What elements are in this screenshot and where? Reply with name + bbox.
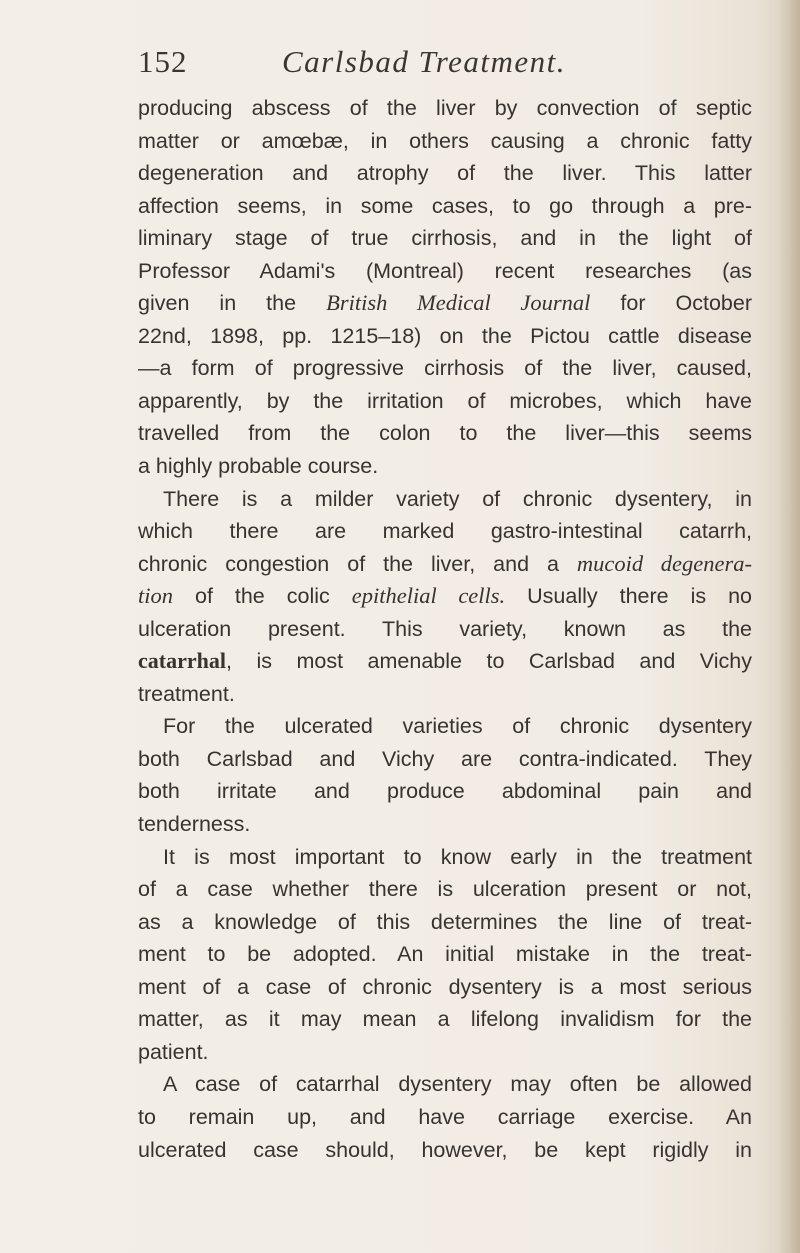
text-line: travelled from the colon to the liver—this seems (138, 421, 752, 446)
text-line: 22nd, 1898, pp. 1215–18) on the Pictou cattle disease (138, 323, 752, 348)
running-title: Carlsbad Treatment. (282, 44, 566, 79)
text-line: as a knowledge of this determines the line of treat- (138, 909, 752, 934)
text-line: tenderness. (138, 812, 251, 837)
italic-term: mucoid degenera- (576, 550, 752, 576)
text-line: degeneration and atrophy of the liver. This latter (138, 161, 752, 186)
text-line: liminary stage of true cirrhosis, and in the light of (138, 226, 752, 251)
text-line (138, 548, 752, 581)
body-text (138, 92, 752, 1166)
paragraph-start-line: There is a milder variety of chronic dysentery, in (163, 486, 752, 511)
text-line: —a form of progressive cirrhosis of the liver, caused, (138, 356, 752, 381)
page-number: 152 (138, 44, 188, 79)
text-line: a highly probable course. (138, 454, 379, 479)
text-line: treatment. (138, 681, 235, 706)
text-line: ment of a case of chronic dysentery is a most serious (138, 974, 752, 999)
text-line: to remain up, and have carriage exercise. An (138, 1104, 752, 1129)
text-run: Usually there is no (505, 584, 752, 609)
text-run: of the colic (173, 584, 352, 609)
journal-title-italic: British Medical Journal (326, 290, 591, 316)
page-edge-shadow (778, 0, 800, 1253)
text-line: of a case whether there is ulceration present or not, (138, 877, 752, 902)
text-line (138, 287, 752, 320)
text-run: given in the (138, 291, 327, 316)
text-line: ulceration present. This variety, known as the (138, 616, 752, 641)
text-line (138, 580, 752, 613)
paragraph-start-line: A case of catarrhal dysentery may often be allowed (163, 1072, 752, 1097)
text-line: ulcerated case should, however, be kept rigidly in (138, 1137, 752, 1162)
italic-term: epithelial cells. (351, 583, 506, 609)
text-line: ment to be adopted. An initial mistake in the treat- (138, 942, 752, 967)
italic-term: tion (138, 583, 174, 609)
text-line: patient. (138, 1039, 209, 1064)
paragraph-start-line: For the ulcerated varieties of chronic dysentery (163, 714, 752, 739)
page-header (138, 44, 698, 84)
text-line: apparently, by the irritation of microbes, which have (138, 388, 752, 413)
bold-term: catarrhal (138, 648, 226, 674)
text-line (138, 645, 752, 678)
text-run: , is most amenable to Carlsbad and Vichy (225, 649, 752, 674)
paragraph-start-line: It is most important to know early in the treatment (163, 844, 752, 869)
text-line: affection seems, in some cases, to go through a pre- (138, 193, 752, 218)
text-run: for October (590, 291, 752, 316)
text-line: producing abscess of the liver by convection of septic (138, 96, 752, 120)
text-line: both irritate and produce abdominal pain and (138, 779, 752, 804)
text-line: matter or amœbæ, in others causing a chronic fatty (138, 128, 752, 153)
text-line: which there are marked gastro-intestinal catarrh, (138, 519, 752, 544)
text-line: both Carlsbad and Vichy are contra-indicated. They (138, 746, 752, 771)
text-run: chronic congestion of the liver, and a (138, 551, 577, 576)
text-line: matter, as it may mean a lifelong invalidism for the (138, 1007, 752, 1032)
text-line: Professor Adami's (Montreal) recent researches (as (138, 258, 752, 283)
